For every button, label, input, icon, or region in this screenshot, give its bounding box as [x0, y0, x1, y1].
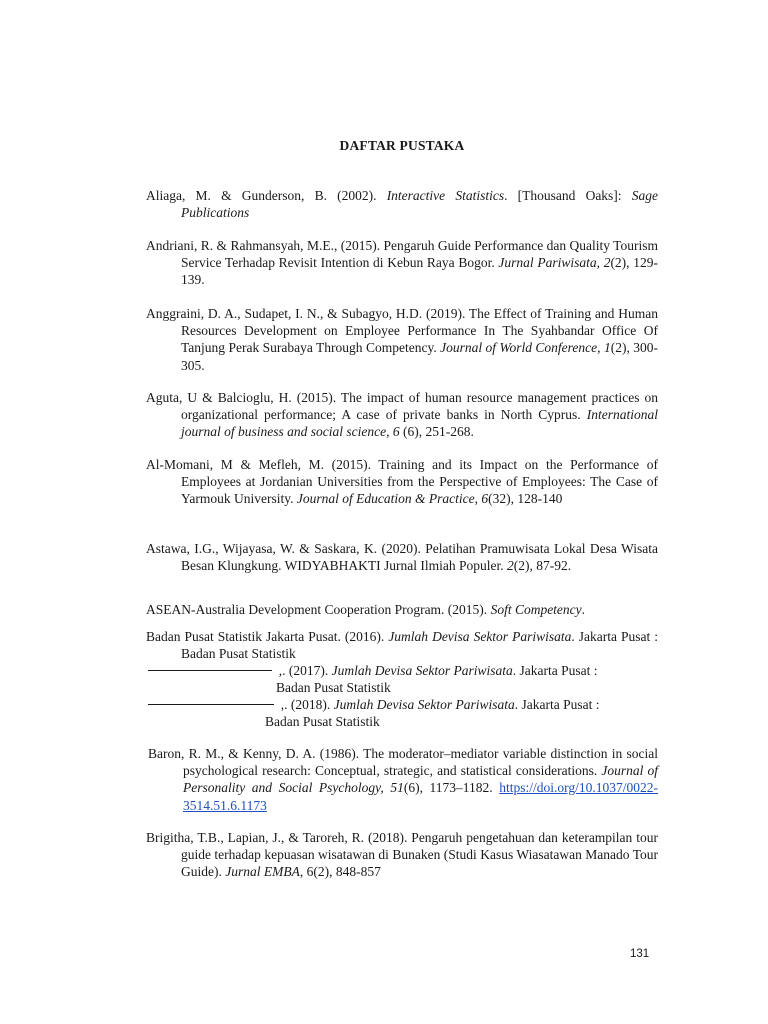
reference-anggraini: Anggraini, D. A., Sudapet, I. N., & Subagyo, H.D. (2019). The Effect of Training and Human Resources Development on Employee Performance In The Syahbandar Office Of Tanjung Perak Surabaya Through Competency. Journal of World Conference, 1(2), 300-305. [146, 306, 658, 373]
reference-bps-2017: ,. (2017). Jumlah Devisa Sektor Pariwisata. Jakarta Pusat : Badan Pusat Statistik [148, 662, 660, 696]
ditto-line [148, 704, 274, 705]
page-title: DAFTAR PUSTAKA [339, 138, 465, 153]
reference-bps-2018: ,. (2018). Jumlah Devisa Sektor Pariwisata. Jakarta Pusat : Badan Pusat Statistik [148, 696, 660, 730]
reference-aliaga: Aliaga, M. & Gunderson, B. (2002). Interactive Statistics. [Thousand Oaks]: Sage Publications [146, 188, 658, 221]
reference-astawa: Astawa, I.G., Wijayasa, W. & Saskara, K. (2020). Pelatihan Pramuwisata Lokal Desa Wisata Besan Klungkung. WIDYABHAKTI Jurnal Ilmiah Populer. 2(2), 87-92. [146, 541, 658, 574]
reference-bps-2016: Badan Pusat Statistik Jakarta Pusat. (2016). Jumlah Devisa Sektor Pariwisata. Jakarta Pusat : Badan Pusat Statistik [146, 629, 658, 662]
doi-link[interactable]: https://doi.org/10.1037/0022-3514.51.6.1173 [183, 780, 658, 813]
page-number: 131 [630, 948, 650, 960]
reference-brigitha: Brigitha, T.B., Lapian, J., & Taroreh, R. (2018). Pengaruh pengetahuan dan keterampilan tour guide terhadap kepuasan wisatawan di Bunaken (Studi Kasus Wiasatawan Manado Tour Guide). Jurnal EMBA, 6(2), 848-857 [146, 830, 658, 880]
reference-asean: ASEAN-Australia Development Cooperation Program. (2015). Soft Competency. [146, 602, 586, 617]
ditto-line [148, 670, 272, 671]
reference-al-momani: Al-Momani, M & Mefleh, M. (2015). Training and its Impact on the Performance of Employees at Jordanian Universities from the Perspective of Employees: The Case of Yarmouk University. Journal of Education & Practice, 6(32), 128-140 [146, 457, 658, 507]
reference-aguta: Aguta, U & Balcioglu, H. (2015). The impact of human resource management practices on organizational performance; A case of private banks in North Cyprus. International journal of business and social science, 6 (6), 251-268. [146, 390, 658, 440]
reference-baron: Baron, R. M., & Kenny, D. A. (1986). The moderator–mediator variable distinction in social psychological research: Conceptual, strategic, and statistical considerations. Journal of Personality and Social Psychology, 51(6), 1173–1182. https://doi.org/10.1037/0022-3514.51.6.1173 [148, 746, 658, 813]
reference-andriani: Andriani, R. & Rahmansyah, M.E., (2015). Pengaruh Guide Performance dan Quality Tourism Service Terhadap Revisit Intention di Kebun Raya Bogor. Jurnal Pariwisata, 2(2), 129-139. [146, 238, 658, 288]
